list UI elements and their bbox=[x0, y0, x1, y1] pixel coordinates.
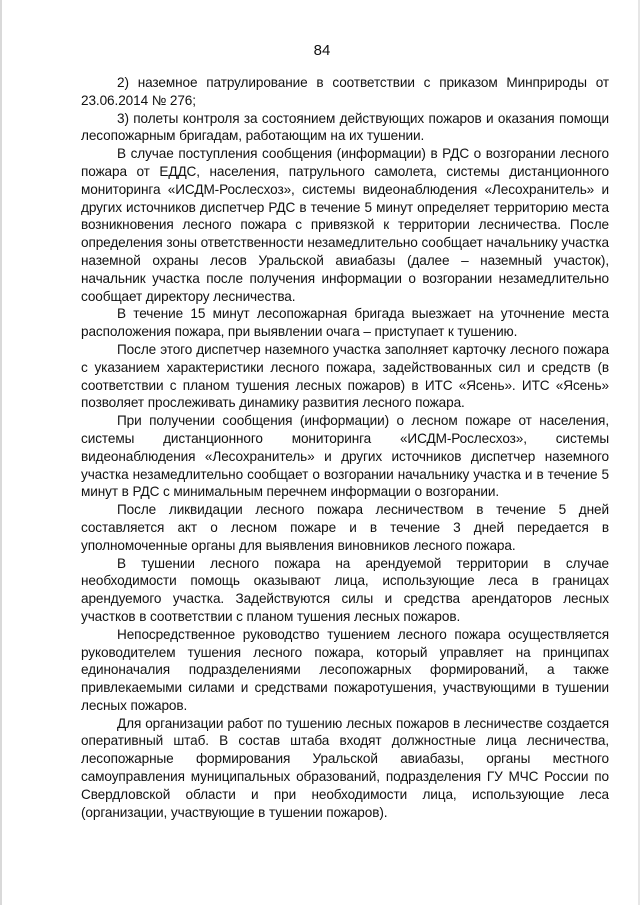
paragraph-leased-territory: В тушении лесного пожара на арендуемой территории в случае необходимости помощь оказывают лица, использующие леса в границах арендуемого участка. Задействуются силы и средства арендаторов лесных участков в соответствии с планом тушения лесных пожаров. bbox=[81, 555, 609, 624]
paragraph-fire-report-procedure: В случае поступления сообщения (информации) в РДС о возгорании лесного пожара от ЕДДС, населения, патрульного самолета, системы дистанционного мониторинга «ИСДМ-Рослесхоз», системы видеонаблюдения «Лесохранитель» и других источников диспетчер РДС в течение 5 минут определяет территорию места возникновения лесного пожара с привязкой к территории лесничества. После определения зоны ответственности незамедлительно сообщает начальнику участка наземной охраны лесов Уральской авиабазы (далее – наземный участок), начальник участка после получения информации о возгорании незамедлительно сообщает директору лесничества. bbox=[81, 146, 609, 304]
paragraph-brigade-departure: В течение 15 минут лесопожарная бригада выезжает на уточнение места расположения пожара, при выявлении очага – приступает к тушению. bbox=[81, 306, 609, 340]
paragraph-fire-act: После ликвидации лесного пожара лесничеством в течение 5 дней составляется акт о лесном пожаре и в течение 3 дней передается в уполномоченные органы для выявления виновников лесного пожара. bbox=[81, 502, 609, 553]
document-body bbox=[81, 74, 609, 821]
paragraph-operational-headquarters: Для организации работ по тушению лесных пожаров в лесничестве создается оперативный штаб. В состав штаба входят должностные лица лесничества, лесопожарные формирования Уральской авиабазы, органы местного самоуправления муниципальных образований, подразделения ГУ МЧС России по Свердловской области и при необходимости лица, использующие леса (организации, участвующие в тушении пожаров). bbox=[81, 715, 609, 820]
paragraph-control-flights: 3) полеты контроля за состоянием действующих пожаров и оказания помощи лесопожарным бригадам, работающим на их тушении. bbox=[81, 110, 609, 144]
paragraph-direct-management: Непосредственное руководство тушением лесного пожара осуществляется руководителем тушения лесного пожара, который управляет на принципах единоначалия подразделениями лесопожарных формирований, а также привлекаемыми силами и средствами пожаротушения, участвующими в тушении лесных пожаров. bbox=[81, 626, 609, 713]
paragraph-fire-card: После этого диспетчер наземного участка заполняет карточку лесного пожара с указанием характеристики лесного пожара, задействованных сил и средств (в соответствии с планом тушения лесных пожаров) в ИТС «Ясень». ИТС «Ясень» позволяет прослеживать динамику развития лесного пожара. bbox=[81, 341, 609, 411]
page-number: 84 bbox=[313, 42, 331, 59]
paragraph-ground-patrol: 2) наземное патрулирование в соответствии с приказом Минприроды от 23.06.2014 № 276; bbox=[81, 75, 609, 108]
paragraph-population-report: При получении сообщения (информации) о лесном пожаре от населения, системы дистанционного мониторинга «ИСДМ-Рослесхоз», системы видеонаблюдения «Лесохранитель» и других источников диспетчер наземного участка незамедлительно сообщает о возгорании начальнику участка и в течение 5 минут в РДС с минимальным перечнем информации о возгорании. bbox=[81, 413, 609, 500]
